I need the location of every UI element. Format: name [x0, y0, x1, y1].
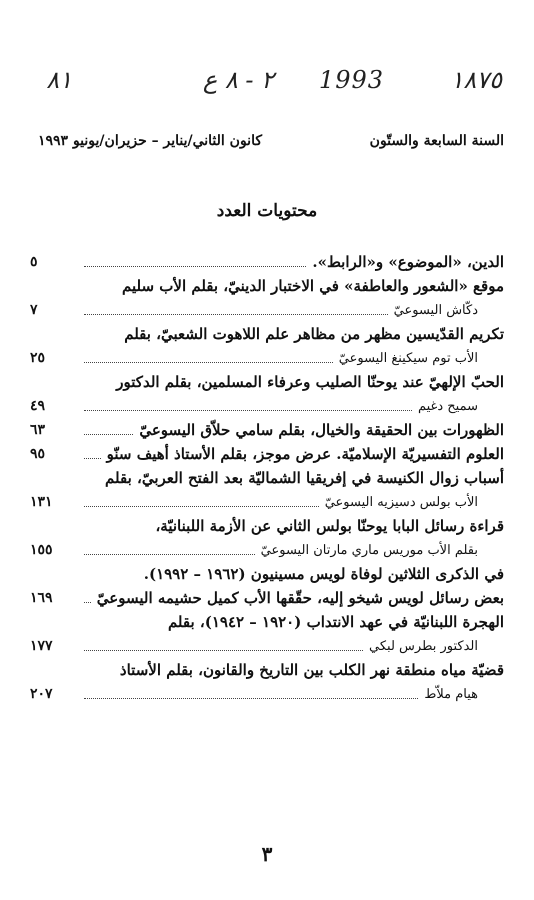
dot-leader [84, 361, 333, 363]
toc-page-number: ١٥٥ [30, 542, 53, 558]
toc-page-number: ٢٠٧ [30, 686, 53, 702]
toc-entry-line [30, 442, 504, 466]
toc-entry-line [30, 562, 504, 586]
dot-leader [84, 697, 418, 699]
toc-entry-author: سميح دغيم [417, 398, 478, 414]
toc-entry-line [30, 634, 504, 658]
toc-entry-line [30, 490, 504, 514]
toc-page-number: ١٧٧ [30, 638, 53, 654]
toc-entry-line [30, 586, 504, 610]
toc-entry-line [30, 250, 504, 274]
toc-entry-author: الأب بولس دسيزيه اليسوعيّ [324, 494, 478, 510]
toc-title: محتويات العدد [216, 201, 318, 221]
dot-leader [84, 433, 133, 435]
toc-entry-title: الهجرة اللبنانيّة في عهد الانتداب (١٩٢٠ – ١٩٤٢)، بقلم [167, 613, 504, 631]
dot-leader [84, 265, 306, 267]
toc-entry-title: الظهورات بين الحقيقة والخيال، بقلم سامي حلاّق اليسوعيّ [139, 421, 504, 439]
toc-entry-line [30, 538, 504, 562]
toc-entry-line [30, 466, 504, 490]
toc-page-number: ٥ [30, 254, 38, 270]
toc-entry-line [30, 418, 504, 442]
toc-page-number: ٢٥ [30, 350, 46, 366]
toc-page-number: ١٣١ [30, 494, 53, 510]
dot-leader [84, 553, 255, 555]
toc-page-number: ١٦٩ [30, 590, 53, 606]
toc-entry-title: العلوم التفسيريّة الإسلاميّة. عرض موجز، بقلم الأستاذ أهيف سنّو [106, 445, 504, 463]
toc-entry-author: بقلم الأب موريس ماري مارتان اليسوعيّ [260, 542, 478, 558]
toc-entry-line [30, 658, 504, 682]
page-number: ٣ [261, 842, 273, 866]
issue-header [38, 133, 504, 149]
toc-entry-line [30, 346, 504, 370]
toc-entry-line [30, 298, 504, 322]
toc-entry-line [30, 274, 504, 298]
handwritten-note: ١٨٧٥ [450, 66, 502, 94]
handwritten-note: 1993 [318, 66, 384, 94]
dot-leader [84, 649, 363, 651]
toc-entry-line [30, 370, 504, 394]
toc-page-number: ٦٣ [30, 422, 46, 438]
toc-entry-line [30, 514, 504, 538]
table-of-contents [30, 250, 504, 706]
toc-entry-title: قضيّة مياه منطقة نهر الكلب بين التاريخ والقانون، بقلم الأستاذ [119, 661, 504, 679]
toc-entry-title: موقع «الشعور والعاطفة» في الاختبار الدينيّ، بقلم الأب سليم [122, 277, 504, 295]
toc-entry-line [30, 682, 504, 706]
handwritten-note: ٨١ [46, 66, 72, 94]
toc-entry-line [30, 394, 504, 418]
toc-entry-title: أسباب زوال الكنيسة في إفريقيا الشماليّة بعد الفتح العربيّ، بقلم [105, 469, 504, 487]
toc-page-number: ٤٩ [30, 398, 46, 414]
toc-entry-author: دكّاش اليسوعيّ [393, 302, 478, 318]
issue-date: كانون الثاني/يناير – حزيران/يونيو ١٩٩٣ [38, 133, 263, 149]
toc-entry-author: الأب توم سيكينغ اليسوعيّ [338, 350, 478, 366]
dot-leader [84, 601, 91, 603]
toc-entry-title: تكريم القدّيسين مظهر من مظاهر علم اللاهوت الشعبيّ، بقلم [124, 325, 504, 343]
toc-entry-title: قراءة رسائل البابا يوحنّا بولس الثاني عن الأزمة اللبنانيّة، [155, 517, 504, 535]
dot-leader [84, 313, 388, 315]
toc-page-number: ٧ [30, 302, 38, 318]
toc-page-number: ٩٥ [30, 446, 46, 462]
volume-label: السنة السابعة والستّون [369, 133, 504, 149]
toc-entry-title: بعض رسائل لويس شيخو إليه، حقّقها الأب كميل حشيمه اليسوعيّ [96, 589, 504, 607]
dot-leader [84, 457, 101, 459]
handwritten-note: ٢ - ٨ ع [202, 66, 274, 94]
toc-entry-title: الحبّ الإلهيّ عند يوحنّا الصليب وعرفاء المسلمين، بقلم الدكتور [116, 373, 504, 391]
toc-entry-title: الدين، «الموضوع» و«الرابط». [312, 253, 504, 271]
toc-entry-title: في الذكرى الثلاثين لوفاة لويس مسينيون (١٩٦٢ – ١٩٩٢). [143, 565, 504, 583]
toc-entry-line [30, 610, 504, 634]
toc-entry-author: هيام ملاّط [424, 686, 478, 702]
dot-leader [84, 409, 412, 411]
dot-leader [84, 505, 319, 507]
toc-entry-author: الدكتور بطرس لبكي [369, 638, 478, 654]
toc-entry-line [30, 322, 504, 346]
